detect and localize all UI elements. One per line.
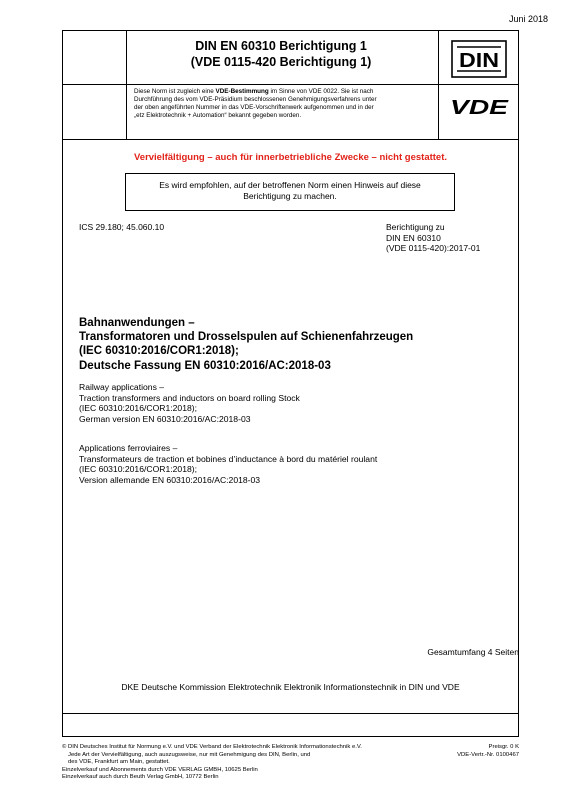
norm-notice [134,88,436,120]
ics-codes: ICS 29.180; 45.060.10 [79,222,165,232]
norm-notice-text: Durchführung des vom VDE-Präsidium beschlossenen Genehmigungsverfahrens unter [134,96,377,104]
english-title-line: (IEC 60310:2016/COR1:2018); [79,403,197,414]
din-logo [451,40,507,78]
issue-date: Juni 2018 [508,14,548,24]
norm-notice-text: im Sinne von VDE 0022. Sie ist nach [268,88,374,95]
divider-line [62,84,519,85]
hint-text: Berichtigung zu machen. [243,191,337,201]
correction-reference-line: Berichtigung zu [386,222,445,232]
german-title [79,316,519,373]
english-title-line: German version EN 60310:2016/AC:2018-03 [79,414,251,425]
price-group: Preisgr. 0 K [488,744,519,750]
french-title-line: Applications ferroviaires – [79,443,178,453]
footer-line: © DIN Deutsches Institut für Normung e.V. und VDE Verband der Elektrotechnik Elektronik Informationstechnik e.V. [62,744,362,750]
copyright-footer [62,744,402,782]
vde-logo-text: VDE [450,97,509,118]
footer-line: des VDE, Frankfurt am Main, gestattet. [68,759,170,765]
german-title-line: (IEC 60310:2016/COR1:2018); [79,345,239,358]
german-title-line: Deutsche Fassung EN 60310:2016/AC:2018-03 [79,359,331,372]
norm-notice-text: „etz Elektrotechnik + Automation“ bekannt gegeben worden. [134,112,302,120]
divider-line [62,713,519,714]
correction-reference-line: DIN EN 60310 [386,232,441,243]
norm-notice-text: der oben angeführten Nummer in das VDE-Vorschriftenwerk aufgenommen und in der [134,104,374,112]
footer-line: Einzelverkauf auch durch Beuth Verlag GmbH, 10772 Berlin [62,774,219,780]
correction-reference-line: (VDE 0115-420):2017-01 [386,243,481,254]
document-title [130,38,432,70]
total-pages: Gesamtumfang 4 Seiten [427,647,519,657]
english-title-line: Traction transformers and inductors on board rolling Stock [79,392,300,403]
dke-committee: DKE Deutsche Kommission Elektrotechnik Elektronik Informationstechnik in DIN und VDE [121,682,460,692]
english-title-line: Railway applications – [79,382,165,392]
hint-box [125,173,455,211]
vde-order-number: VDE-Vertr.-Nr. 0100467 [457,751,519,758]
price-footer [457,744,519,759]
hint-text: Es wird empfohlen, auf der betroffenen Norm einen Hinweis auf diese [159,180,421,190]
french-title [79,443,519,486]
divider-line [126,30,127,139]
english-title [79,382,519,425]
german-title-line: Transformatoren und Drosselspulen auf Schienenfahrzeugen [79,331,414,344]
correction-reference [386,222,480,254]
norm-notice-text: Diese Norm ist zugleich eine [134,88,216,95]
vde-bestimmung-text: VDE-Bestimmung [215,88,269,95]
footer-line: Einzelverkauf und Abonnements durch VDE VERLAG GMBH, 10625 Berlin [62,766,258,773]
reproduction-warning: Vervielfältigung – auch für innerbetriebliche Zwecke – nicht gestattet. [133,152,448,163]
french-title-line: (IEC 60310:2016/COR1:2018); [79,464,197,475]
din-logo-text: DIN [459,50,499,72]
title-line: (VDE 0115-420 Berichtigung 1) [190,55,372,69]
french-title-line: Transformateurs de traction et bobines d’inductance à bord du matériel roulant [79,453,378,464]
german-title-line: Bahnanwendungen – [79,317,195,329]
divider-line [438,30,439,139]
french-title-line: Version allemande EN 60310:2016/AC:2018-03 [79,475,261,486]
vde-logo [448,96,510,118]
divider-line [62,139,519,140]
footer-line: Jede Art der Vervielfältigung, auch auszugsweise, nur mit Genehmigung des DIN, Berlin, und [68,751,311,758]
title-line: DIN EN 60310 Berichtigung 1 [195,39,367,53]
